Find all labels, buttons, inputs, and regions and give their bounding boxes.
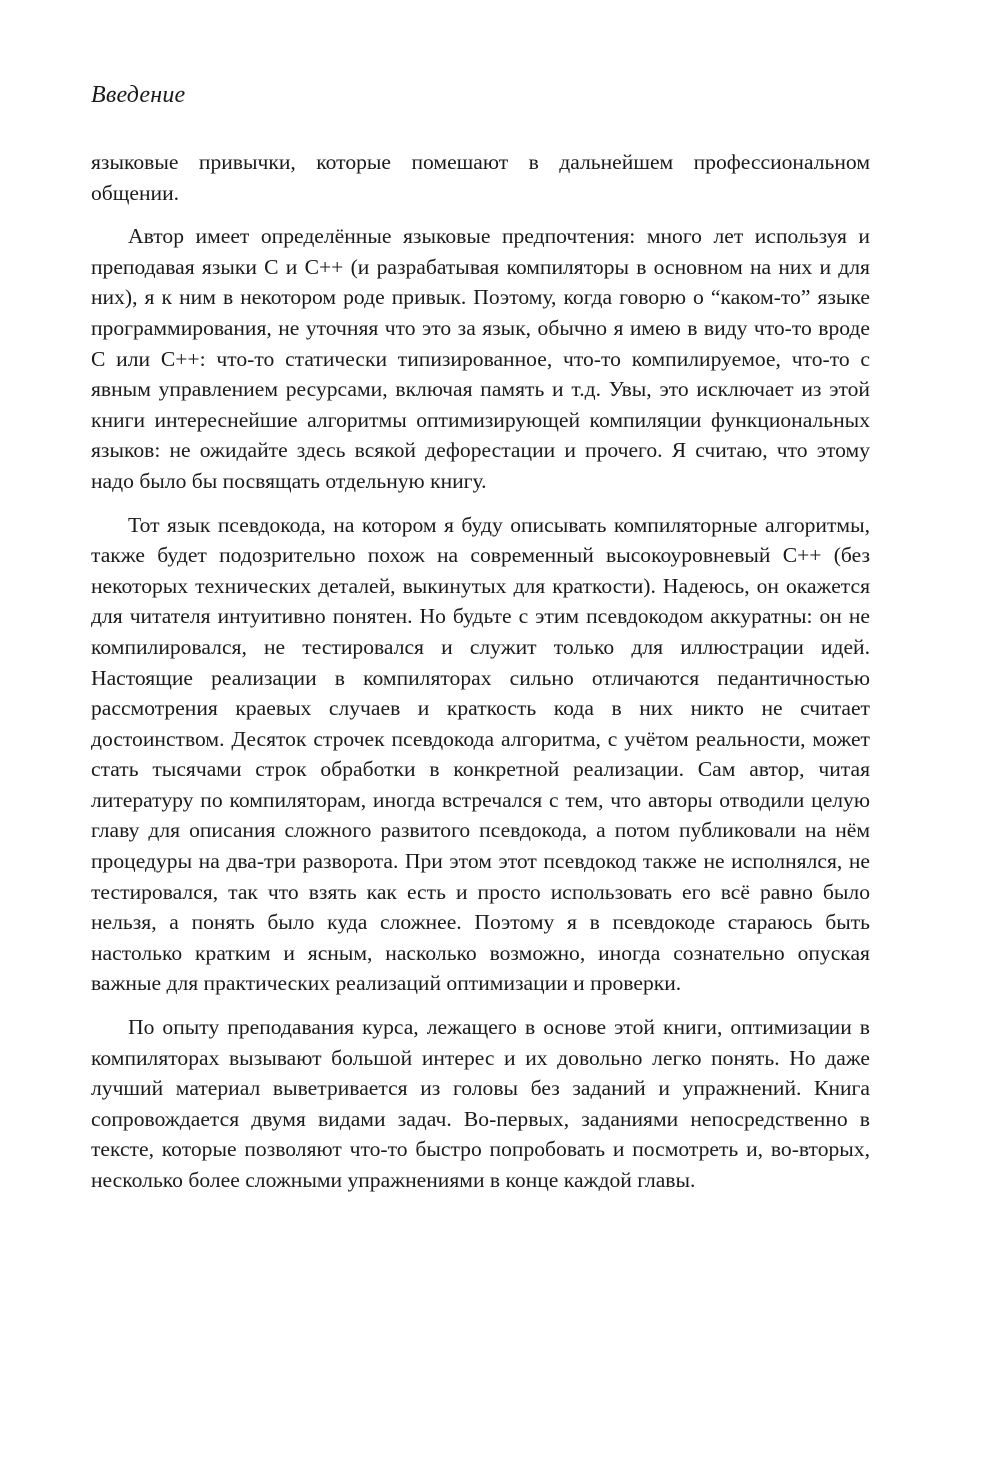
body-text [91, 147, 870, 1196]
paragraph-exercises: По опыту преподавания курса, лежащего в основе этой книги, оптимизации в компиляторах вызывают большой интерес и их довольно легко понять. Но даже лучший материал выветривается из головы без заданий и упражнений. Книга сопровождается двумя видами задач. Во-первых, заданиями непосредственно в тексте, которые позволяют что-то быстро попробовать и посмотреть и, во-вторых, несколько более сложными упражнениями в конце каждой главы. [91, 1015, 870, 1192]
paragraph-language-preferences: Автор имеет определённые языковые предпочтения: много лет используя и преподавая языки C и C++ (и разрабатывая компиляторы в основном на них и для них), я к ним в некотором роде привык. Поэтому, когда говорю о “каком-то” языке программирования, не уточняя что это за язык, обычно я имею в виду что-то вроде C или C++: что-то статически типизированное, что-то компилируемое, что-то с явным управлением ресурсами, включая память и т.д. Увы, это исключает из этой книги интереснейшие алгоритмы оптимизирующей компиляции функциональных языков: не ожидайте здесь всякой дефорестации и прочего. Я считаю, что этому надо было бы посвящать отдельную книгу. [91, 224, 870, 493]
paragraph-continuation: языковые привычки, которые помешают в дальнейшем профессиональном общении. [91, 150, 870, 205]
paragraph-pseudocode: Тот язык псевдокода, на котором я буду описывать компиляторные алгоритмы, также будет подозрительно похож на современный высокоуровневый C++ (без некоторых технических деталей, выкинутых для краткости). Надеюсь, он окажется для читателя интуитивно понятен. Но будьте с этим псевдокодом аккуратны: он не компилировался, не тестировался и служит только для иллюстрации идей. Настоящие реализации в компиляторах сильно отличаются педантичностью рассмотрения краевых случаев и краткость кода в них никто не считает достоинством. Десяток строчек псевдокода алгоритма, с учётом реальности, может стать тысячами строк обработки в конкретной реализации. Сам автор, читая литературу по компиляторам, иногда встречался с тем, что авторы отводили целую главу для описания сложного развитого псевдокода, а потом публиковали на нём процедуры на два-три разворота. При этом этот псевдокод также не исполнялся, не тестировался, так что взять как есть и просто использовать его всё равно было нельзя, а понять было куда сложнее. Поэтому я в псевдокоде стараюсь быть настолько кратким и ясным, насколько возможно, иногда сознательно опуская важные для практических реализаций оптимизации и проверки. [91, 512, 870, 996]
running-head-title: Введение [91, 82, 186, 108]
